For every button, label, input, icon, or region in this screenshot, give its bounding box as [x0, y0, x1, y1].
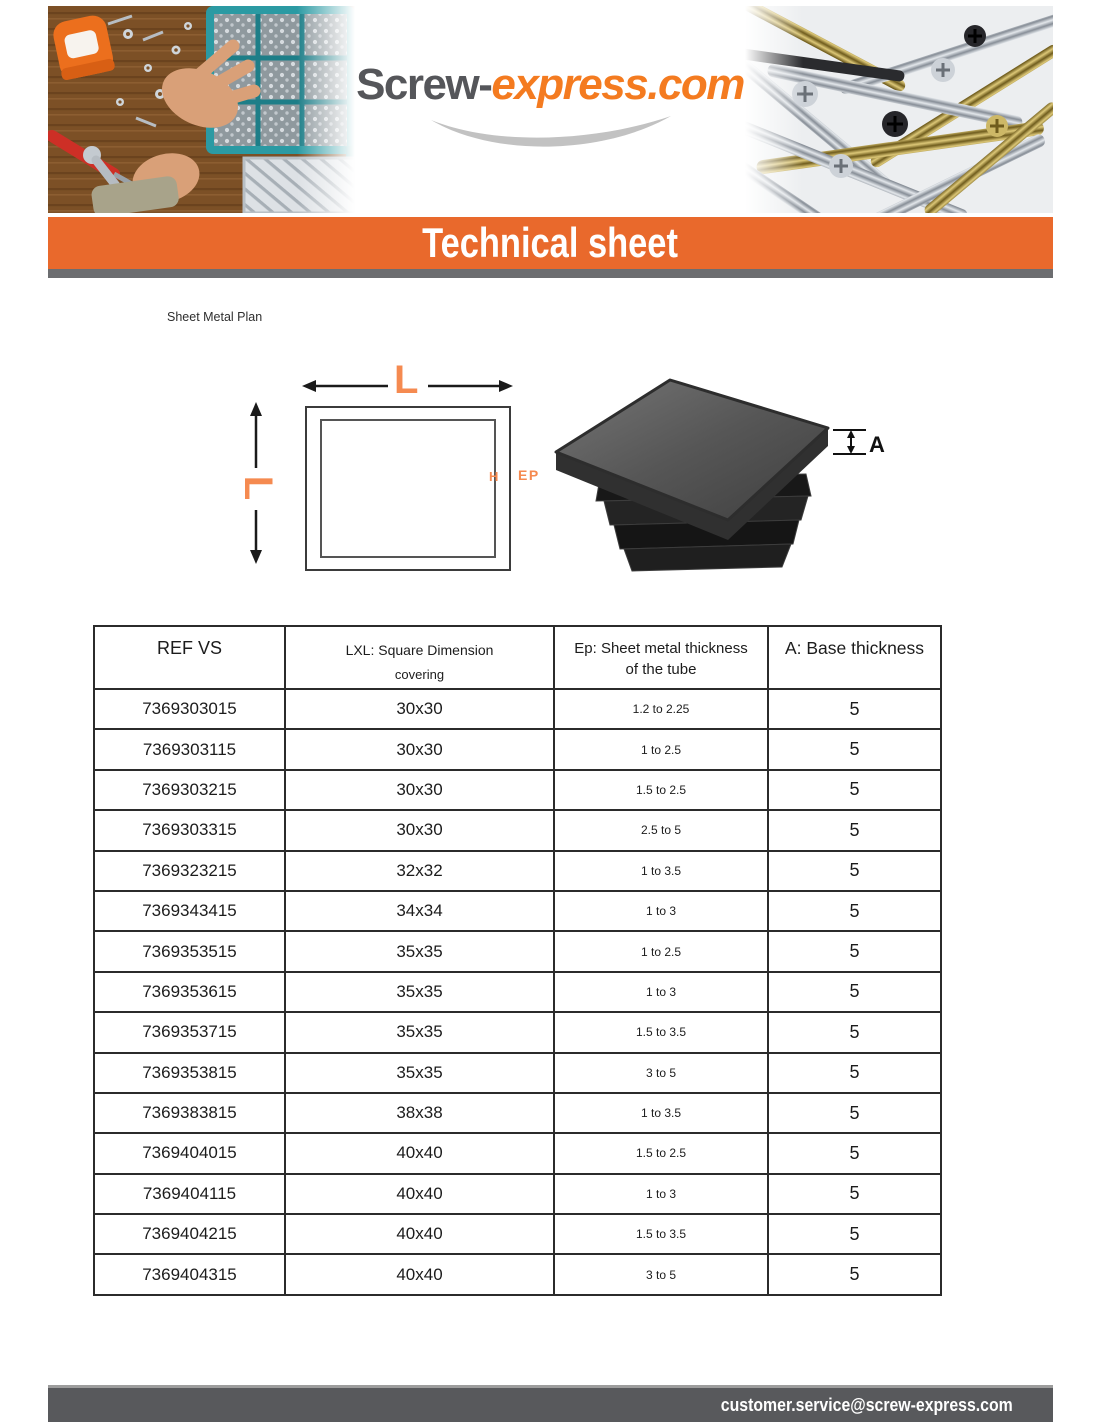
- banner-title: Technical sheet: [422, 219, 679, 266]
- base-cell: 5: [768, 1214, 941, 1254]
- thickness-cell: 1 to 3: [554, 1174, 768, 1214]
- thickness-cell: 1.5 to 3.5: [554, 1214, 768, 1254]
- logo-text-prefix: Screw-: [356, 60, 492, 109]
- base-cell: 5: [768, 1093, 941, 1133]
- ref-cell: 7369353715: [94, 1012, 285, 1052]
- base-cell: 5: [768, 689, 941, 729]
- col-header-dimension-line2: covering: [394, 667, 445, 682]
- dimension-cell: 30x30: [285, 810, 554, 850]
- col-header-thickness: [554, 626, 768, 689]
- base-cell: 5: [768, 810, 941, 850]
- footer-email: customer.service@screw-express.com: [721, 1394, 1013, 1415]
- ref-cell: 7369323215: [94, 851, 285, 891]
- table-row: [94, 1053, 941, 1093]
- table-row: [94, 1214, 941, 1254]
- photo-fade: [745, 6, 803, 213]
- table-header-row: [94, 626, 941, 689]
- ref-cell: 7369353615: [94, 972, 285, 1012]
- table-row: [94, 1012, 941, 1052]
- base-cell: 5: [768, 1174, 941, 1214]
- logo-text: [355, 60, 745, 110]
- thickness-cell: 1 to 3: [554, 972, 768, 1012]
- dimension-cell: 35x35: [285, 1053, 554, 1093]
- thickness-cell: 1 to 3.5: [554, 1093, 768, 1133]
- base-cell: 5: [768, 891, 941, 931]
- dimension-label-l-left: L: [236, 475, 280, 501]
- table-row: [94, 1093, 941, 1133]
- ref-cell: 7369303215: [94, 770, 285, 810]
- ref-cell: 7369404315: [94, 1254, 285, 1294]
- screws-photo: [745, 6, 1053, 213]
- section-label: Sheet Metal Plan: [167, 310, 263, 324]
- col-header-base: A: Base thickness: [768, 626, 941, 689]
- table-body: [94, 689, 941, 1295]
- ref-cell: 7369303015: [94, 689, 285, 729]
- thickness-cell: 1 to 2.5: [554, 729, 768, 769]
- banner-underline: [48, 269, 1053, 278]
- product-cap-photo: [548, 360, 890, 590]
- col-header-thickness-line1: Ep: Sheet metal thickness: [574, 640, 748, 657]
- dimension-cell: 35x35: [285, 972, 554, 1012]
- thickness-cell: 2.5 to 5: [554, 810, 768, 850]
- logo-swoosh-icon: [425, 112, 675, 152]
- thickness-cell: 1 to 3.5: [554, 851, 768, 891]
- dimension-cell: 32x32: [285, 851, 554, 891]
- thickness-cell: 3 to 5: [554, 1254, 768, 1294]
- dimension-cell: 34x34: [285, 891, 554, 931]
- dimension-cell: 35x35: [285, 1012, 554, 1052]
- col-header-dimension-line1: LXL: Square Dimension: [345, 642, 494, 658]
- wall-thickness-marker: H: [489, 469, 499, 484]
- thickness-cell: 1.5 to 2.5: [554, 1133, 768, 1173]
- ref-cell: 7369303115: [94, 729, 285, 769]
- table-row: [94, 810, 941, 850]
- banner: [48, 217, 1053, 269]
- base-cell: 5: [768, 1053, 941, 1093]
- tube-inner-square: [320, 419, 499, 558]
- table-row: [94, 1174, 941, 1214]
- dimension-cell: 40x40: [285, 1254, 554, 1294]
- wall-thickness-label: EP: [518, 467, 540, 483]
- dimension-cell: 30x30: [285, 729, 554, 769]
- dimension-cell: 40x40: [285, 1214, 554, 1254]
- thickness-cell: 1.5 to 2.5: [554, 770, 768, 810]
- table-row: [94, 1133, 941, 1173]
- base-cell: 5: [768, 1133, 941, 1173]
- table-row: [94, 770, 941, 810]
- footer: [48, 1385, 1053, 1422]
- col-header-thickness-line2: of the tube: [625, 661, 697, 678]
- logo-text-suffix: express.com: [491, 60, 744, 109]
- ref-cell: 7369353815: [94, 1053, 285, 1093]
- base-cell: 5: [768, 931, 941, 971]
- col-header-dimension: [285, 626, 554, 689]
- base-cell: 5: [768, 729, 941, 769]
- table-row: [94, 891, 941, 931]
- base-thickness-label: A: [869, 432, 885, 457]
- table-row: [94, 851, 941, 891]
- ref-cell: 7369353515: [94, 931, 285, 971]
- workbench-photo: [48, 6, 355, 213]
- thickness-cell: 1.5 to 3.5: [554, 1012, 768, 1052]
- dimension-cell: 38x38: [285, 1093, 554, 1133]
- table-row: [94, 729, 941, 769]
- base-cell: 5: [768, 851, 941, 891]
- table-row: [94, 1254, 941, 1294]
- table-row: [94, 972, 941, 1012]
- table-row: [94, 689, 941, 729]
- dimension-cell: 35x35: [285, 931, 554, 971]
- ref-cell: 7369404115: [94, 1174, 285, 1214]
- col-header-ref: REF VS: [94, 626, 285, 689]
- dimension-label-l-top: L: [394, 358, 419, 402]
- ref-cell: 7369343415: [94, 891, 285, 931]
- ref-cell: 7369383815: [94, 1093, 285, 1133]
- base-cell: 5: [768, 770, 941, 810]
- dimension-cell: 40x40: [285, 1174, 554, 1214]
- table-row: [94, 931, 941, 971]
- dimension-cell: 40x40: [285, 1133, 554, 1173]
- base-cell: 5: [768, 972, 941, 1012]
- table-header: [94, 626, 941, 689]
- thickness-cell: 1 to 3: [554, 891, 768, 931]
- ref-cell: 7369404015: [94, 1133, 285, 1173]
- ref-cell: 7369404215: [94, 1214, 285, 1254]
- logo: [355, 60, 745, 152]
- ref-cell: 7369303315: [94, 810, 285, 850]
- dimension-cell: 30x30: [285, 689, 554, 729]
- thickness-cell: 1.2 to 2.25: [554, 689, 768, 729]
- base-cell: 5: [768, 1254, 941, 1294]
- thickness-cell: 1 to 2.5: [554, 931, 768, 971]
- photo-fade: [297, 6, 355, 213]
- base-cell: 5: [768, 1012, 941, 1052]
- thickness-cell: 3 to 5: [554, 1053, 768, 1093]
- dimension-cell: 30x30: [285, 770, 554, 810]
- product-table: [93, 625, 942, 1296]
